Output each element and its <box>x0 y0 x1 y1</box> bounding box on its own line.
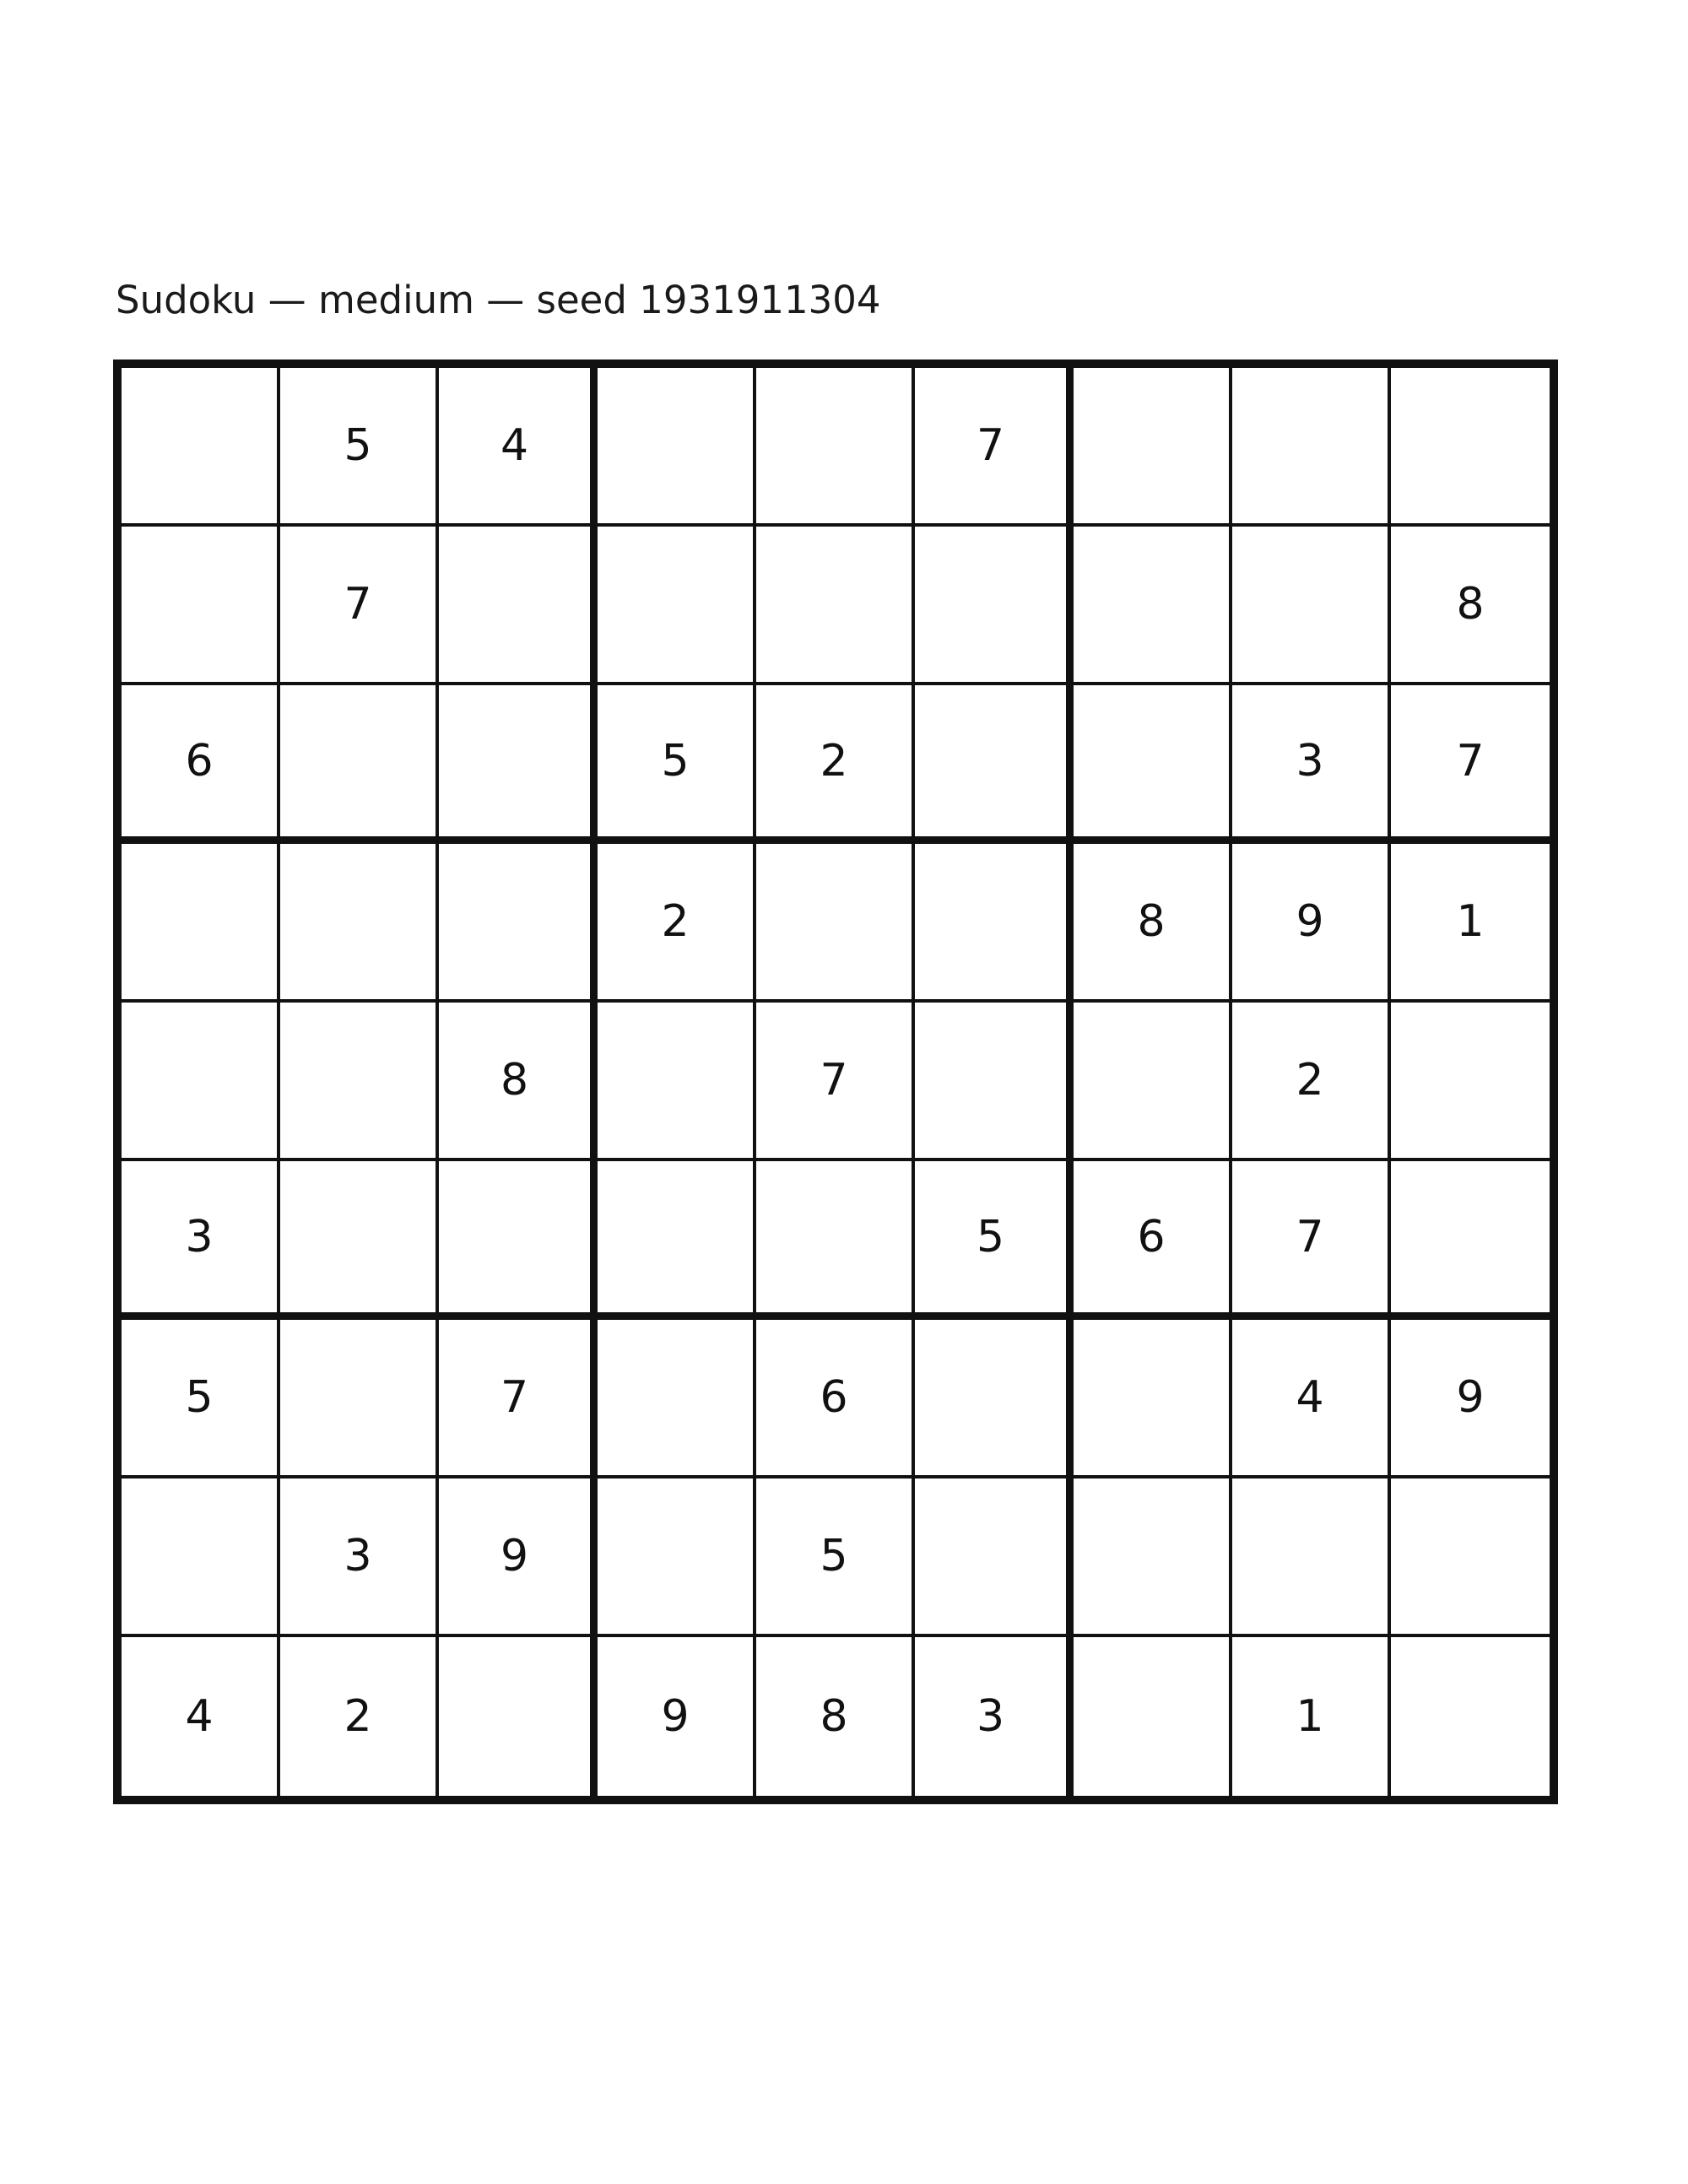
sudoku-cell-r8c3: 9 <box>439 1479 598 1637</box>
sudoku-cell-r2c6 <box>915 527 1074 685</box>
sudoku-cell-r2c5 <box>756 527 915 685</box>
sudoku-cell-r9c4: 9 <box>598 1637 756 1796</box>
sudoku-cell-r3c2 <box>280 685 439 844</box>
sudoku-cell-r5c4 <box>598 1003 756 1161</box>
sudoku-cell-r1c2: 5 <box>280 368 439 527</box>
sudoku-cell-r5c5: 7 <box>756 1003 915 1161</box>
sudoku-cell-r6c2 <box>280 1161 439 1320</box>
sudoku-cell-r2c2: 7 <box>280 527 439 685</box>
sudoku-cell-r8c1 <box>122 1479 280 1637</box>
sudoku-cell-r5c8: 2 <box>1232 1003 1391 1161</box>
sudoku-cell-r6c6: 5 <box>915 1161 1074 1320</box>
sudoku-cell-r1c8 <box>1232 368 1391 527</box>
sudoku-cell-r9c2: 2 <box>280 1637 439 1796</box>
sudoku-cell-r6c4 <box>598 1161 756 1320</box>
sudoku-cell-r4c1 <box>122 844 280 1003</box>
sudoku-cell-r8c2: 3 <box>280 1479 439 1637</box>
sudoku-cell-r1c9 <box>1391 368 1550 527</box>
sudoku-cell-r4c9: 1 <box>1391 844 1550 1003</box>
sudoku-cell-r7c3: 7 <box>439 1320 598 1479</box>
sudoku-cell-r9c9 <box>1391 1637 1550 1796</box>
sudoku-cell-r7c5: 6 <box>756 1320 915 1479</box>
sudoku-cell-r4c5 <box>756 844 915 1003</box>
sudoku-cell-r6c8: 7 <box>1232 1161 1391 1320</box>
sudoku-cell-r4c8: 9 <box>1232 844 1391 1003</box>
sudoku-cell-r2c3 <box>439 527 598 685</box>
sudoku-cell-r6c3 <box>439 1161 598 1320</box>
sudoku-cell-r2c1 <box>122 527 280 685</box>
sudoku-cell-r1c1 <box>122 368 280 527</box>
sudoku-cell-r6c1: 3 <box>122 1161 280 1320</box>
sudoku-cell-r9c5: 8 <box>756 1637 915 1796</box>
sudoku-cell-r4c6 <box>915 844 1074 1003</box>
sudoku-cell-r1c3: 4 <box>439 368 598 527</box>
sudoku-cell-r7c8: 4 <box>1232 1320 1391 1479</box>
sudoku-grid <box>113 359 1558 1804</box>
sudoku-cell-r5c3: 8 <box>439 1003 598 1161</box>
sudoku-cell-r7c6 <box>915 1320 1074 1479</box>
sudoku-cell-r3c1: 6 <box>122 685 280 844</box>
sudoku-cell-r1c6: 7 <box>915 368 1074 527</box>
sudoku-cell-r9c1: 4 <box>122 1637 280 1796</box>
sudoku-cell-r9c8: 1 <box>1232 1637 1391 1796</box>
sudoku-cell-r8c9 <box>1391 1479 1550 1637</box>
sudoku-cell-r8c8 <box>1232 1479 1391 1637</box>
sudoku-cell-r9c7 <box>1074 1637 1232 1796</box>
sudoku-cell-r2c8 <box>1232 527 1391 685</box>
sudoku-cell-r3c9: 7 <box>1391 685 1550 844</box>
sudoku-cell-r5c1 <box>122 1003 280 1161</box>
sudoku-cell-r1c7 <box>1074 368 1232 527</box>
sudoku-cell-r7c9: 9 <box>1391 1320 1550 1479</box>
sudoku-cell-r1c5 <box>756 368 915 527</box>
sudoku-cell-r3c5: 2 <box>756 685 915 844</box>
sudoku-cell-r8c5: 5 <box>756 1479 915 1637</box>
sudoku-cell-r3c8: 3 <box>1232 685 1391 844</box>
sudoku-cell-r1c4 <box>598 368 756 527</box>
sudoku-cell-r7c7 <box>1074 1320 1232 1479</box>
sudoku-cell-r5c2 <box>280 1003 439 1161</box>
sudoku-cell-r4c4: 2 <box>598 844 756 1003</box>
sudoku-cell-r9c3 <box>439 1637 598 1796</box>
sudoku-cell-r9c6: 3 <box>915 1637 1074 1796</box>
sudoku-cell-r4c3 <box>439 844 598 1003</box>
sudoku-cell-r5c7 <box>1074 1003 1232 1161</box>
sudoku-cell-r5c6 <box>915 1003 1074 1161</box>
sudoku-cell-r8c4 <box>598 1479 756 1637</box>
sudoku-cell-r7c4 <box>598 1320 756 1479</box>
sudoku-cell-r3c6 <box>915 685 1074 844</box>
sudoku-cell-r2c7 <box>1074 527 1232 685</box>
sudoku-cell-r2c9: 8 <box>1391 527 1550 685</box>
sudoku-cell-r8c7 <box>1074 1479 1232 1637</box>
sudoku-cell-r3c3 <box>439 685 598 844</box>
sudoku-cell-r6c7: 6 <box>1074 1161 1232 1320</box>
sudoku-cell-r4c7: 8 <box>1074 844 1232 1003</box>
sudoku-cell-r2c4 <box>598 527 756 685</box>
sudoku-cell-r4c2 <box>280 844 439 1003</box>
sudoku-cell-r7c1: 5 <box>122 1320 280 1479</box>
sudoku-cell-r6c9 <box>1391 1161 1550 1320</box>
sudoku-cell-r3c4: 5 <box>598 685 756 844</box>
sudoku-cell-r3c7 <box>1074 685 1232 844</box>
sudoku-cell-r8c6 <box>915 1479 1074 1637</box>
sudoku-cell-r5c9 <box>1391 1003 1550 1161</box>
puzzle-title: Sudoku — medium — seed 1931911304 <box>116 278 881 322</box>
sudoku-cell-r6c5 <box>756 1161 915 1320</box>
sudoku-cell-r7c2 <box>280 1320 439 1479</box>
